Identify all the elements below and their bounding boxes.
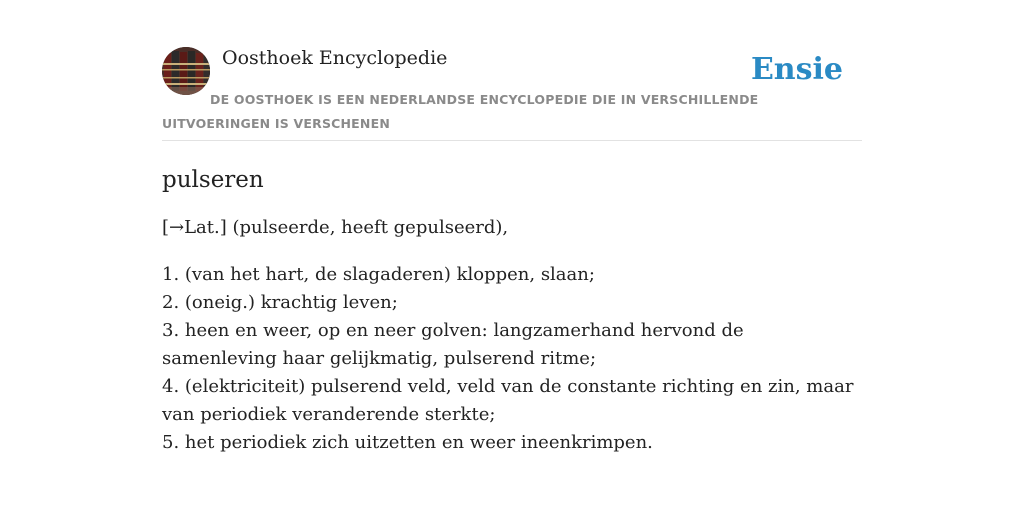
ensie-logo-link[interactable]: Ensie	[750, 52, 843, 87]
definition-item: 3. heen en weer, op en neer golven: langzamerhand hervond de samenleving haar gelijkmatig, pulserend ritme;	[162, 320, 744, 369]
site-header	[162, 46, 862, 141]
entry-etymology: [→Lat.] (pulseerde, heeft gepulseerd),	[162, 217, 509, 238]
definition-item: 1. (van het hart, de slagaderen) kloppen, slaan;	[162, 264, 595, 285]
site-tagline: DE OOSTHOEK IS EEN NEDERLANDSE ENCYCLOPEDIE DIE IN VERSCHILLENDE UITVOERINGEN IS VERSCHENEN	[162, 92, 759, 131]
page-container	[162, 46, 862, 457]
site-title[interactable]: Oosthoek Encyclopedie	[222, 47, 448, 69]
entry-title: pulseren	[162, 167, 264, 193]
definition-item: 2. (oneig.) krachtig leven;	[162, 292, 398, 313]
definition-list	[162, 261, 862, 457]
definition-item: 5. het periodiek zich uitzetten en weer ineenkrimpen.	[162, 432, 653, 453]
definition-item: 4. (elektriciteit) pulserend veld, veld van de constante richting en zin, maar van periodiek veranderende sterkte;	[162, 376, 854, 425]
